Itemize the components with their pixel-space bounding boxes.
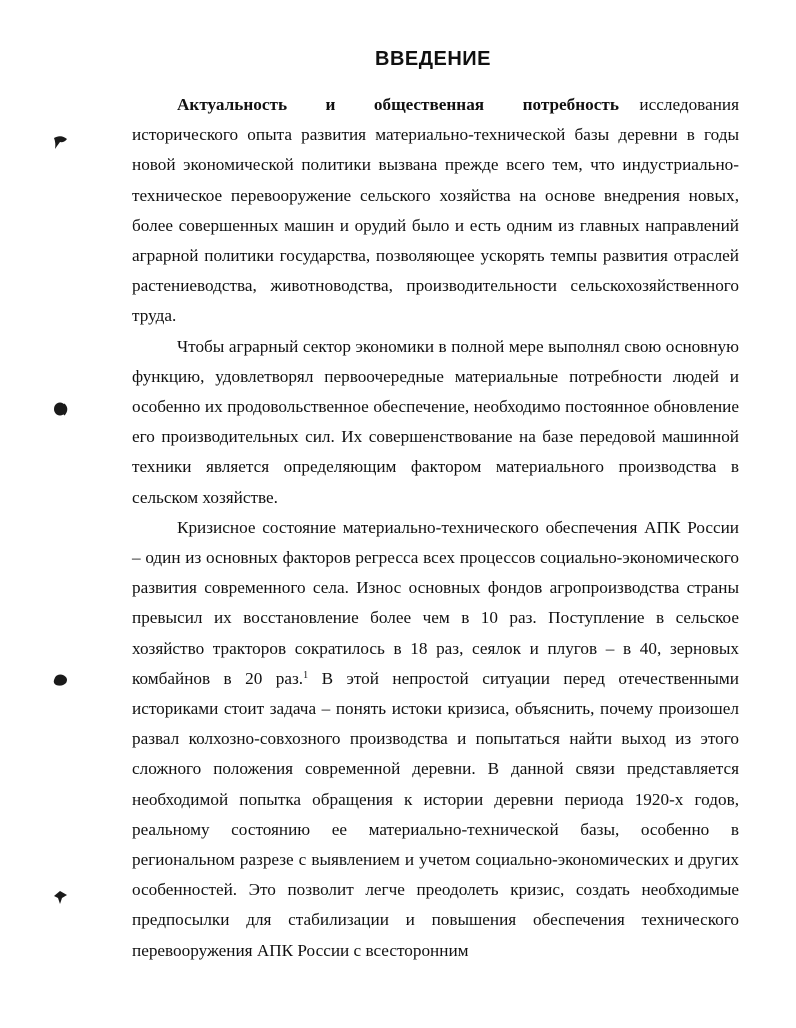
paragraph-3 bbox=[132, 513, 739, 966]
paragraph-1-lead: Актуальность и общественная потребность bbox=[177, 95, 619, 114]
binding-hole-mark-3 bbox=[52, 672, 70, 688]
paragraph-2: Чтобы аграрный сектор экономики в полной мере выполнял свою основную функцию, удовлетворял первоочередные материальные потребности людей и особенно их продовольственное обеспечение, необходимо постоянное обновление его производительных сил. Их совершенствование на базе передовой машинной техники является определяющим фактором материального производства в сельском хозяйстве. bbox=[132, 336, 739, 507]
paragraph-3-text-after: В этой непростой ситуации перед отечественными историками стоит задача – понять истоки кризиса, объяснить, почему произошел развал колхозно-совхозного производства и попытаться найти выход из этого сложного положения современной деревни. В данной связи представляется необходимой попытка обращения к истории деревни периода 1920-х годов, реальному состоянию ее материально-технической базы, особенно в региональном разрезе с выявлением и учетом социально-экономических и других особенностей. Это позволит легче преодолеть кризис, создать необходимые предпосылки для стабилизации и повышения обеспечения технического перевооружения АПК России с всесторонним bbox=[132, 668, 739, 960]
paragraph-1-text: исследования исторического опыта развития материально-технической базы деревни в годы новой экономической политики вызвана прежде всего тем, что индустриально-техническое перевооружение сельского хозяйства на основе внедрения новых, более совершенных машин и орудий было и есть одним из главных направлений аграрной политики государства, позволяющее ускорять темпы развития отраслей растениеводства, животноводства, производительности сельскохозяйственного труда. bbox=[132, 95, 740, 326]
binding-hole-mark-2 bbox=[52, 401, 70, 417]
paragraph-1 bbox=[132, 90, 739, 332]
binding-hole-mark-1 bbox=[52, 134, 70, 150]
paragraph-3-text-before: Кризисное состояние материально-технического обеспечения АПК России – один из основных факторов регресса всех процессов социально-экономического развития современного села. Износ основных фондов агропроизводства страны превысил их восстановление более чем в 10 раз. Поступление в сельское хозяйство тракторов сократилось в 18 раз, сеялок и плугов – в 40, зерновых комбайнов в 20 раз. bbox=[132, 517, 739, 688]
binding-hole-mark-4 bbox=[52, 889, 70, 905]
document-body bbox=[132, 90, 739, 966]
page-title: ВВЕДЕНИЕ bbox=[375, 48, 491, 70]
footnote-marker: 1 bbox=[303, 669, 309, 681]
